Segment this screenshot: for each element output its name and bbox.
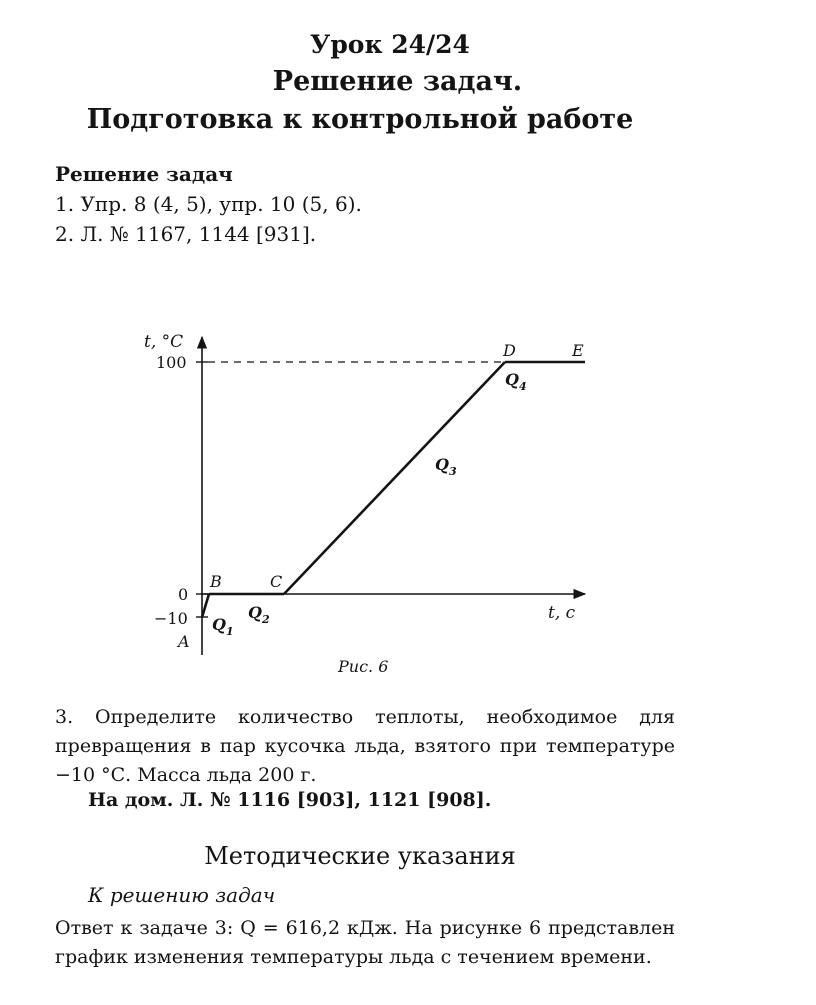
heat-label-q2: $Q_2$ [248, 603, 270, 626]
page-title-line-2: Подготовка к контрольной работе [86, 104, 634, 135]
point-label-a: A [178, 632, 190, 651]
y-tick-label-0: 0 [178, 585, 189, 604]
segment-ab-heating-ice [202, 594, 209, 617]
figure-caption: Рис. 6 [338, 657, 389, 676]
x-axis-label: t, c [548, 603, 576, 623]
task-3-text: 3. Определите количество теплоты, необходимое для превращения в пар кусочка льда, взятого при температуре −10 °С. Масса льда 200 г. [55, 706, 675, 786]
heat-label-q4: $Q_4$ [505, 370, 527, 393]
page-title-line-1: Решение задач. [272, 66, 523, 97]
point-label-b: B [210, 572, 222, 591]
section-heading-problems: Решение задач [55, 162, 233, 186]
heat-label-q3: $Q_3$ [435, 455, 457, 478]
point-label-c: C [270, 572, 283, 591]
problem-item-1: 1. Упр. 8 (4, 5), упр. 10 (5, 6). [55, 192, 362, 216]
homework-line: На дом. Л. № 1116 [903], 1121 [908]. [88, 789, 492, 811]
y-tick-label-minus10: −10 [154, 609, 188, 628]
point-label-e: E [572, 341, 584, 360]
y-tick-label-100: 100 [156, 353, 187, 372]
heat-label-q1: $Q_1$ [212, 615, 234, 638]
subheading-problem-solving: К решению задач [88, 883, 276, 907]
section-heading-guidelines: Методические указания [204, 842, 516, 870]
y-axis-label: t, °C [144, 332, 184, 352]
lesson-number: Урок 24/24 [310, 30, 470, 59]
problem-item-2: 2. Л. № 1167, 1144 [931]. [55, 222, 317, 246]
segment-cd-heating-water [284, 362, 505, 594]
temperature-time-graph [140, 325, 610, 655]
point-label-d: D [503, 341, 516, 360]
answer-paragraph: Ответ к задаче 3: Q = 616,2 кДж. На рисунке 6 представлен график изменения температуры льда с течением времени. [55, 917, 675, 968]
